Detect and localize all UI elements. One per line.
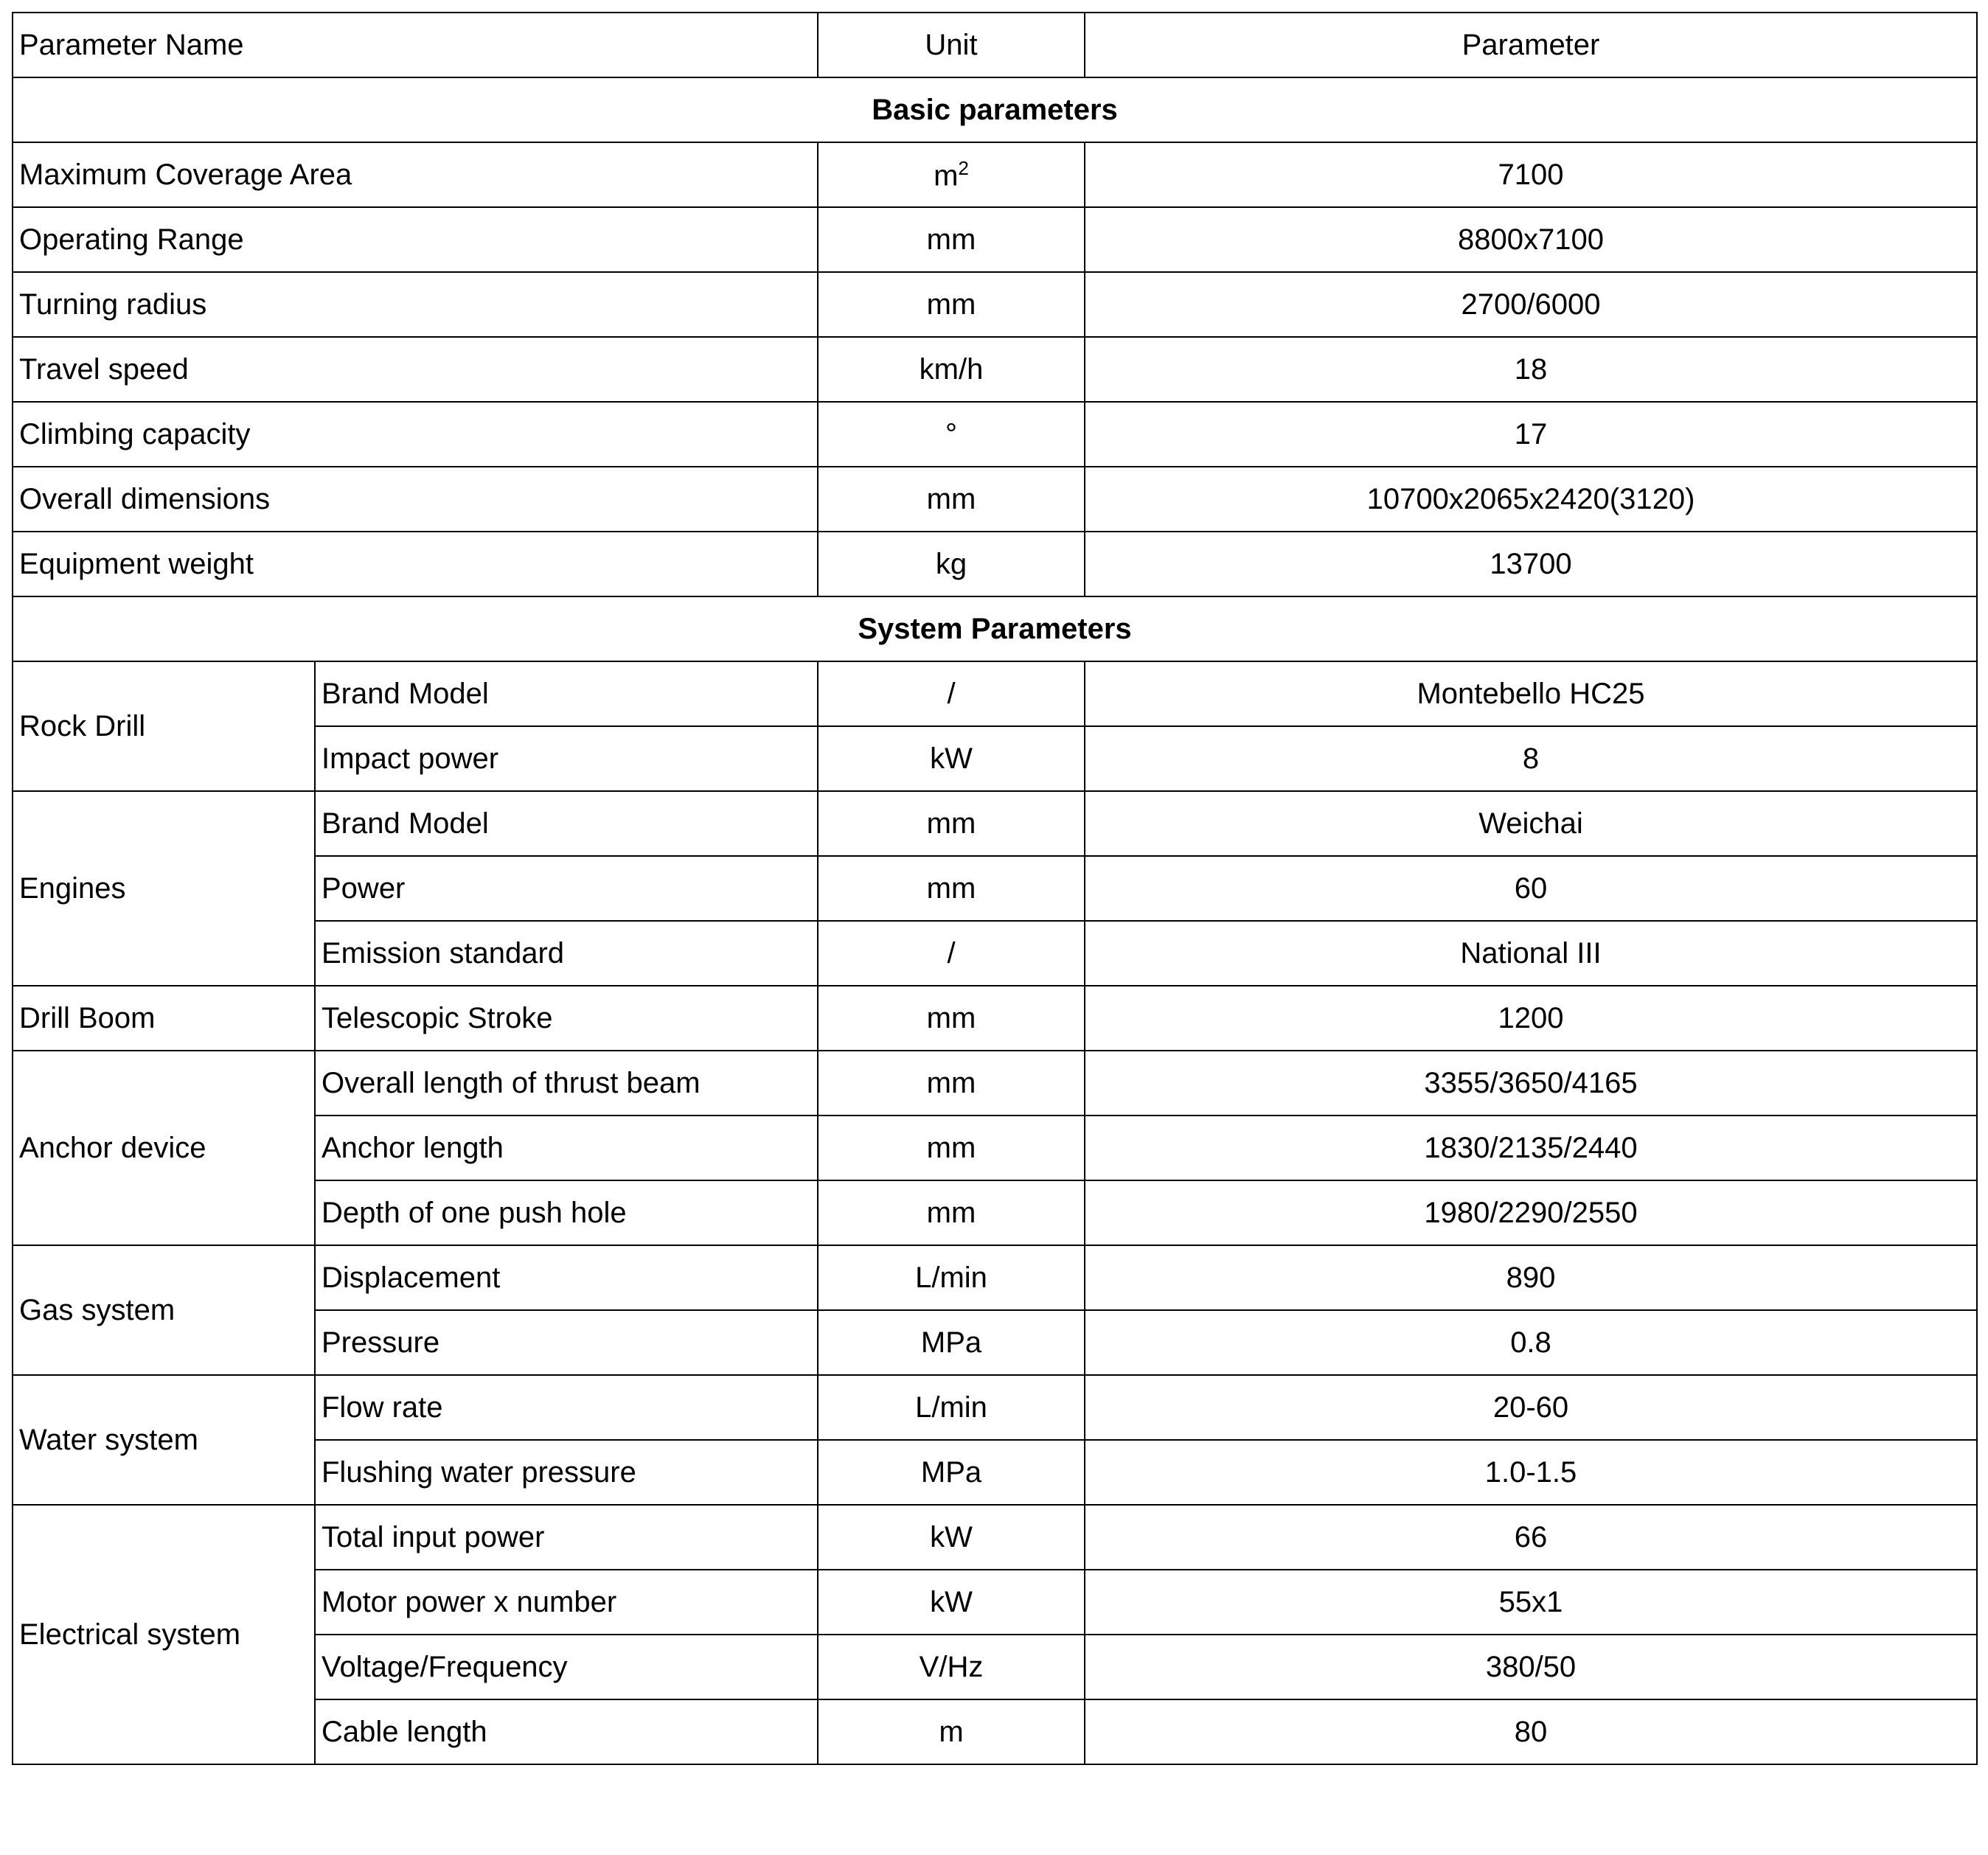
header-row [13,13,1977,77]
param-name: Equipment weight [13,532,818,596]
param-name: Travel speed [13,337,818,402]
param-unit: V/Hz [818,1635,1085,1699]
param-name: Cable length [315,1699,818,1764]
parameter-table [12,12,1978,1765]
param-unit: kW [818,1570,1085,1635]
param-value: 60 [1085,856,1977,921]
param-unit: / [818,921,1085,986]
group-name: Anchor device [13,1051,315,1245]
param-name: Emission standard [315,921,818,986]
group-name: Drill Boom [13,986,315,1051]
param-value: 8800x7100 [1085,207,1977,272]
table-row [13,207,1977,272]
param-name: Displacement [315,1245,818,1310]
param-value: 890 [1085,1245,1977,1310]
param-unit: MPa [818,1310,1085,1375]
param-unit: mm [818,1116,1085,1180]
table-row [13,402,1977,467]
param-value: 2700/6000 [1085,272,1977,337]
param-value: 17 [1085,402,1977,467]
param-unit: mm [818,272,1085,337]
param-name: Overall dimensions [13,467,818,532]
section-row-system [13,596,1977,661]
param-value: 10700x2065x2420(3120) [1085,467,1977,532]
param-name: Climbing capacity [13,402,818,467]
param-name: Turning radius [13,272,818,337]
table-row [13,272,1977,337]
table-row [13,337,1977,402]
param-value: 13700 [1085,532,1977,596]
param-unit: m [818,1699,1085,1764]
param-unit: L/min [818,1375,1085,1440]
param-value: 55x1 [1085,1570,1977,1635]
param-value: 8 [1085,726,1977,791]
group-name: Rock Drill [13,661,315,791]
param-unit: kW [818,726,1085,791]
param-unit: kW [818,1505,1085,1570]
param-name: Anchor length [315,1116,818,1180]
param-unit [818,142,1085,207]
table-row [13,1375,1977,1440]
table-row [13,1245,1977,1310]
param-name: Telescopic Stroke [315,986,818,1051]
param-unit: mm [818,467,1085,532]
group-name: Electrical system [13,1505,315,1764]
param-value: National III [1085,921,1977,986]
unit-superscript: 2 [958,156,969,179]
param-value: Montebello HC25 [1085,661,1977,726]
group-name: Water system [13,1375,315,1505]
table-row [13,142,1977,207]
group-name: Engines [13,791,315,986]
param-unit: ° [818,402,1085,467]
param-unit: mm [818,856,1085,921]
param-value: 18 [1085,337,1977,402]
param-value: 1200 [1085,986,1977,1051]
table-row [13,467,1977,532]
table-row [13,532,1977,596]
param-name: Maximum Coverage Area [13,142,818,207]
param-unit: mm [818,1051,1085,1116]
table-row [13,1051,1977,1116]
table-row [13,791,1977,856]
param-unit: L/min [818,1245,1085,1310]
param-value: 3355/3650/4165 [1085,1051,1977,1116]
param-unit: mm [818,207,1085,272]
param-unit: mm [818,986,1085,1051]
param-name: Flushing water pressure [315,1440,818,1505]
param-value: 7100 [1085,142,1977,207]
header-parameter: Parameter [1085,13,1977,77]
param-name: Pressure [315,1310,818,1375]
param-unit: kg [818,532,1085,596]
table-row [13,1505,1977,1570]
param-name: Overall length of thrust beam [315,1051,818,1116]
param-unit: km/h [818,337,1085,402]
param-name: Depth of one push hole [315,1180,818,1245]
param-name: Motor power x number [315,1570,818,1635]
param-name: Flow rate [315,1375,818,1440]
param-unit: mm [818,791,1085,856]
param-value: Weichai [1085,791,1977,856]
table-row [13,661,1977,726]
section-title-system: System Parameters [13,596,1977,661]
param-value: 1830/2135/2440 [1085,1116,1977,1180]
section-title-basic: Basic parameters [13,77,1977,142]
param-value: 20-60 [1085,1375,1977,1440]
param-name: Operating Range [13,207,818,272]
param-value: 80 [1085,1699,1977,1764]
param-name: Total input power [315,1505,818,1570]
param-name: Voltage/Frequency [315,1635,818,1699]
param-unit: mm [818,1180,1085,1245]
table-row [13,986,1977,1051]
section-row-basic [13,77,1977,142]
unit-base: m [934,159,959,192]
group-name: Gas system [13,1245,315,1375]
param-unit: MPa [818,1440,1085,1505]
param-value: 380/50 [1085,1635,1977,1699]
param-value: 1980/2290/2550 [1085,1180,1977,1245]
param-name: Brand Model [315,661,818,726]
param-unit: / [818,661,1085,726]
param-value: 1.0-1.5 [1085,1440,1977,1505]
header-unit: Unit [818,13,1085,77]
param-value: 0.8 [1085,1310,1977,1375]
param-name: Brand Model [315,791,818,856]
param-name: Impact power [315,726,818,791]
param-name: Power [315,856,818,921]
header-parameter-name: Parameter Name [13,13,818,77]
param-value: 66 [1085,1505,1977,1570]
